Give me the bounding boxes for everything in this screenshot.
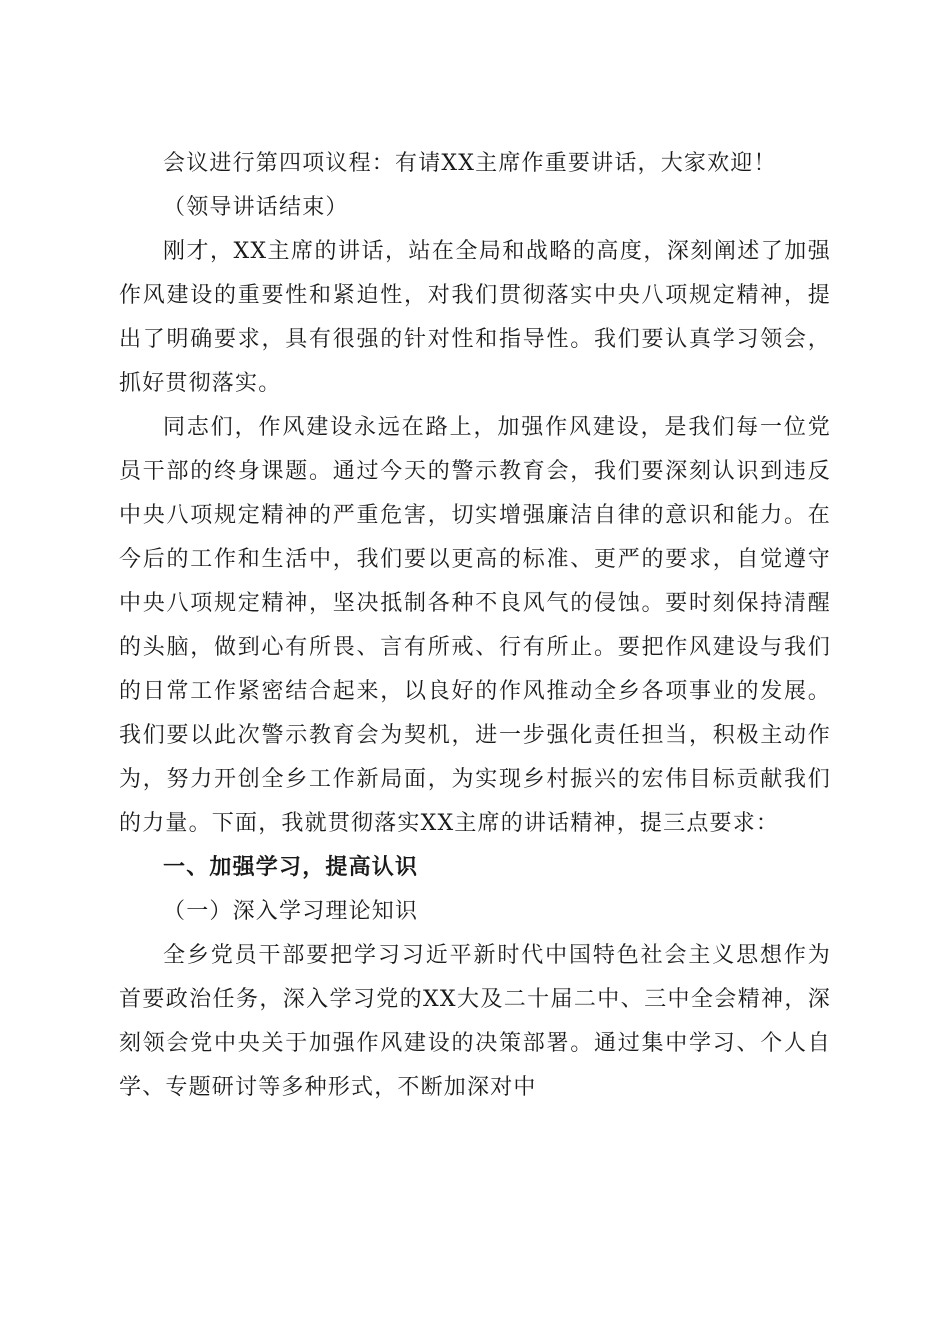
paragraph-study-theory: 全乡党员干部要把学习习近平新时代中国特色社会主义思想作为首要政治任务，深入学习党的XX大及二十届二中、三中全会精神，深刻领会党中央关于加强作风建设的决策部署。通过集中学习、个人自学、专题研讨等多种形式，不断加深对中	[119, 943, 831, 1100]
paragraph-speech-summary: 刚才，XX主席的讲话，站在全局和战略的高度，深刻阐述了加强作风建设的重要性和紧迫性，对我们贯彻落实中央八项规定精神，提出了明确要求，具有很强的针对性和指导性。我们要认真学习领会，抓好贯彻落实。	[119, 239, 831, 396]
paragraph-agenda: 会议进行第四项议程：有请XX主席作重要讲话，大家欢迎！	[163, 151, 777, 176]
heading-section-one: 一、加强学习，提高认识	[163, 855, 419, 880]
document-body	[119, 142, 831, 1110]
paragraph-comrades: 同志们，作风建设永远在路上，加强作风建设，是我们每一位党员干部的终身课题。通过今天的警示教育会，我们要深刻认识到违反中央八项规定精神的严重危害，切实增强廉洁自律的意识和能力。在今后的工作和生活中，我们要以更高的标准、更严的要求，自觉遵守中央八项规定精神，坚决抵制各种不良风气的侵蚀。要时刻保持清醒的头脑，做到心有所畏、言有所戒、行有所止。要把作风建设与我们的日常工作紧密结合起来，以良好的作风推动全乡各项事业的发展。我们要以此次警示教育会为契机，进一步强化责任担当，积极主动作为，努力开创全乡工作新局面，为实现乡村振兴的宏伟目标贡献我们的力量。下面，我就贯彻落实XX主席的讲话精神，提三点要求：	[119, 415, 831, 836]
paragraph-speech-end-note: （领导讲话结束）	[163, 195, 349, 220]
heading-subsection-one: （一）深入学习理论知识	[163, 899, 419, 924]
